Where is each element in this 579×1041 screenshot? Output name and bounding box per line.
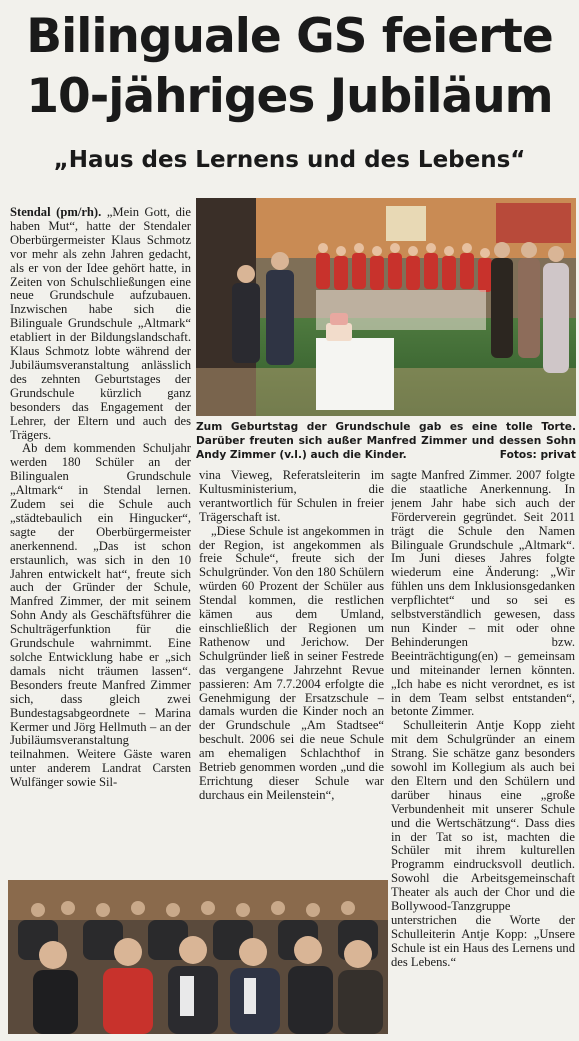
photo-audience <box>8 880 388 1034</box>
headline-line-2: 10-jähriges Jubiläum <box>26 69 553 124</box>
paragraph-text: „Mein Gott, die haben Mut“, hatte der Stendaler Oberbürgermeister Klaus Schmotz vor mehr als zehn Jahren gedacht, als er von der Idee gehört hatte, in Zeiten von Schulschließungen eine neue Grundschule aufzubauen. Inzwischen habe sich die Bilinguale Grundschule „Altmark“ etabliert in der Bildungslandschaft. Klaus Schmotz lobte während der Jubiläumsveranstaltung anlässlich des zehnten Geburtstages der Grundschule kürzlich ganz besonders das Engagement der Lehrer, der Eltern und auch des Trägers. <box>10 206 191 442</box>
article-paragraph: „Diese Schule ist angekommen in der Region, ist angekommen als freie Schule“, freute sich der Schulgründer. Von den 180 Schülern würden 60 Prozent der Schüler aus Stendal kommen, die restlichen kämen aus dem Umland, einschließlich der Regionen um Rathenow und Jerichow. Der Schulgründer ließ in seiner Festrede das vergangene Jahrzehnt Revue passieren: Am 7.7.2004 erfolgte die Genehmigung der Ersatzschule – damals wurden die Kinder noch an der Grundschule „Am Stadtsee“ beschult. 2006 sei die neue Schule am ehemaligen Schlachthof in Betrieb genommen worden „und die Errichtung dieser Schule war durchaus ein Meilenstein“, <box>199 523 384 802</box>
subheadline: „Haus des Lernens und des Lebens“ <box>53 147 526 173</box>
article-column-3 <box>391 469 575 1037</box>
photo-image <box>8 880 388 1034</box>
caption-text: Zum Geburtstag der Grundschule gab es eine tolle Torte. Darüber freuten sich außer Manfred Zimmer und dessen Sohn Andy Zimmer (v.l.) auch die Kinder. <box>196 421 576 462</box>
article-paragraph: Schulleiterin Antje Kopp zieht mit dem Schulgründer an einem Strang. Sie schätze ganz besonders sowohl im Kollegium als auch bei den Eltern und den Schülern und darüber hinaus eine „große Verbundenheit mit unserer Schule und die Wertschätzung“. Dass dies in der Tat so ist, machten die Schüler mit ihrem kulturellen Programm eindrucksvoll deutlich. Sowohl die Arbeitsgemeinschaft Theater als auch der Chor und die Bollywood-Tanzgruppe unterstrichen die Worte der Schulleiterin Antje Kopp: „Unsere Schule ist ein Haus des Lernens und des Lebens.“ <box>391 718 575 969</box>
article-paragraph: Ab dem kommenden Schuljahr werden 180 Schüler an der Bilingualen Grundschule „Altmark“ in Stendal lernen. Zudem sei die Schule auch „städtebaulich ein Hingucker“, sagte der Oberbürgermeister anerkennend. „Das ist schon erstaunlich, was sich in den 10 Jahren entwickelt hat“, freute sich auch der Gründer der Schule, Manfred Zimmer, der mit seinem Sohn Andy als Geschäftsführer die Schulträgerfunktion für die Grundschule wahrnimmt. Eine solche Entwicklung habe er „sich damals nicht träumen lassen“. Besonders freute Manfred Zimmer sich, dass gleich zwei Bundestagsabgeordnete – Marina Kermer und Jörg Hellmuth – an der Jubiläumsveranstaltung teilnahmen. Weitere Gäste waren unter anderem Landrat Carsten Wulfänger sowie Sil- <box>10 441 191 790</box>
photo-caption <box>196 420 576 463</box>
article-column-1 <box>10 206 191 878</box>
article-column-2 <box>199 469 384 878</box>
article-paragraph <box>10 206 191 442</box>
dateline: Stendal (pm/rh). <box>10 206 102 219</box>
headline-line-1: Bilinguale GS feierte <box>26 9 553 64</box>
article-paragraph: sagte Manfred Zimmer. 2007 folgte die staatliche Anerkennung. In jenem Jahr habe sich auch der Förderverein gegründet. Seit 2011 trägt die Schule den Namen Bilinguale Grundschule „Altmark“. Im Juni dieses Jahres folgte wiederum eine Änderung: „Wir fühlen uns dem Inklusionsgedanken verpflichtet“ und so sei es selbstverständlich gewesen, dass nun Kinder – mit oder ohne Behinderungen bzw. Beeinträchtigung(en) – gemeinsam und miteinander lernen könnten. „Ich habe es nicht verordnet, es ist in dem Team selbst entstanden“, betonte Zimmer. <box>391 469 575 719</box>
photo-credit: Fotos: privat <box>499 449 576 462</box>
article-paragraph: vina Vieweg, Referatsleiterin im Kultusministerium, die verantwortlich für Schulen in freier Trägerschaft ist. <box>199 469 384 524</box>
photo-image <box>196 198 576 416</box>
photo-celebration <box>196 198 576 416</box>
